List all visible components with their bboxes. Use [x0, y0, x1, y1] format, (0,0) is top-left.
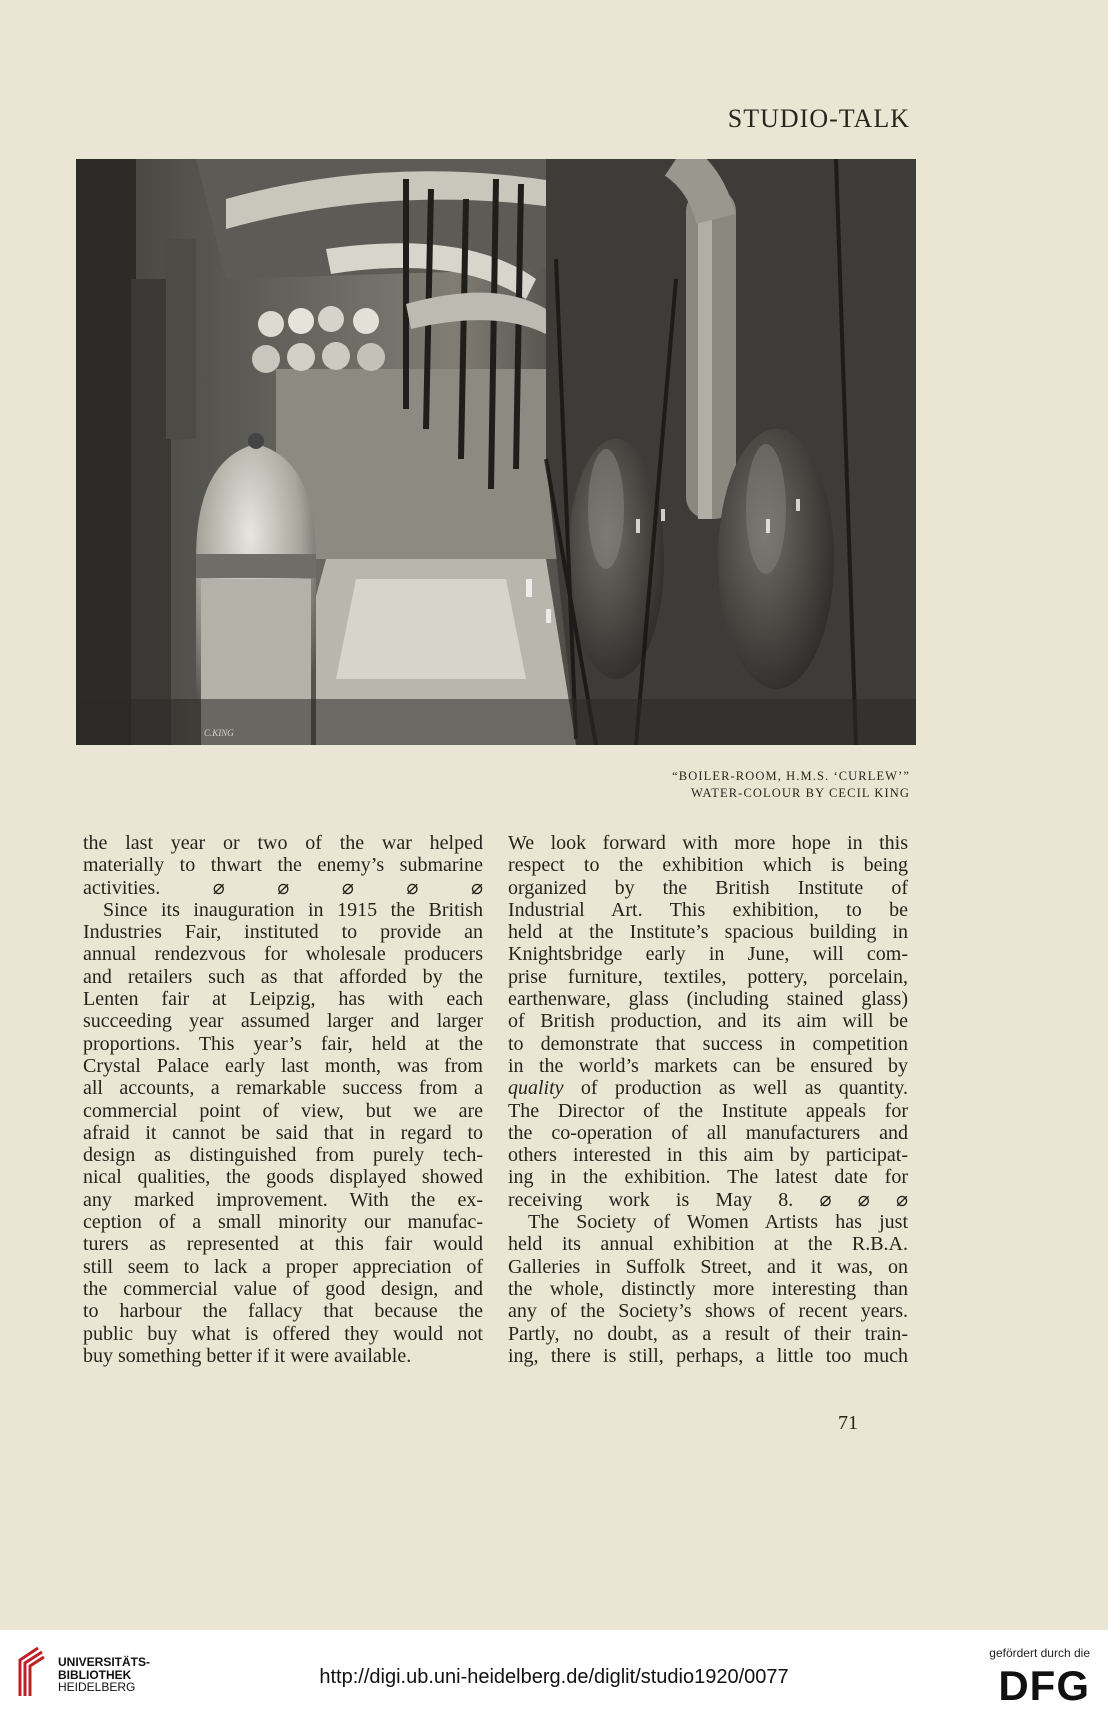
text-line: proportions. This year’s fair, held at the — [83, 1032, 483, 1055]
text-line: held at the Institute’s spacious building in — [508, 921, 908, 944]
text-line: commercial point of view, but we are — [83, 1099, 483, 1122]
text-line: Knightsbridge early in June, will com- — [508, 943, 908, 966]
text-line: to demonstrate that success in competition — [508, 1032, 908, 1055]
watercolour-reproduction — [76, 159, 916, 745]
text-line: turers as represented at this fair would — [83, 1233, 483, 1256]
text-line: earthenware, glass (including stained glass) — [508, 988, 908, 1011]
running-title: STUDIO-TALK — [727, 104, 910, 133]
text-line: activities. ⌀ ⌀ ⌀ ⌀ ⌀ — [83, 876, 483, 899]
text-line: of British production, and its aim will be — [508, 1010, 908, 1033]
text-line: Galleries in Suffolk Street, and it was, on — [508, 1255, 908, 1278]
text-line: still seem to lack a proper appreciation of — [83, 1255, 483, 1278]
left-column — [83, 832, 483, 1367]
text-line-rest: of production as well as quantity. — [580, 1077, 909, 1100]
boiler-room-illustration — [76, 159, 916, 745]
digitization-footer — [0, 1630, 1108, 1722]
text-line: the commercial value of good design, and — [83, 1277, 483, 1300]
library-line-3: HEIDELBERG — [58, 1680, 136, 1694]
text-line: buy something better if it were available. — [83, 1344, 412, 1367]
text-line: the whole, distinctly more interesting than — [508, 1277, 908, 1300]
text-line: the co-operation of all manufacturers and — [508, 1121, 908, 1144]
text-line: and retailers such as that afforded by the — [83, 965, 483, 988]
library-line-1: UNIVERSITÄTS- — [58, 1655, 151, 1669]
text-line: any marked improvement. With the ex- — [83, 1188, 483, 1211]
caption-title: “BOILER-ROOM, H.M.S. ‘CURLEW’” — [672, 769, 910, 783]
text-line: Industrial Art. This exhibition, to be — [508, 898, 908, 921]
text-line: public buy what is offered they would not — [83, 1322, 483, 1345]
permalink-url[interactable]: http://digi.ub.uni-heidelberg.de/diglit/studio1920/0077 — [319, 1666, 789, 1688]
text-line-quality — [508, 1077, 908, 1099]
text-line: all accounts, a remarkable success from a — [83, 1077, 483, 1100]
dfg-logo: DFG — [998, 1662, 1090, 1709]
text-line: afraid it cannot be said that in regard to — [83, 1121, 483, 1144]
text-line: others interested in this aim by participat- — [508, 1144, 908, 1167]
text-line: Lenten fair at Leipzig, has with each — [83, 988, 483, 1011]
text-line: Partly, no doubt, as a result of their train- — [508, 1322, 908, 1345]
text-line: prise furniture, textiles, pottery, porcelain, — [508, 965, 908, 988]
text-line: held its annual exhibition at the R.B.A. — [508, 1233, 908, 1256]
text-line: receiving work is May 8. ⌀ ⌀ ⌀ — [508, 1188, 908, 1211]
caption-credit: WATER-COLOUR BY CECIL KING — [691, 786, 910, 800]
figure-caption — [672, 768, 910, 802]
funded-by-label: gefördert durch die — [989, 1646, 1090, 1660]
text-line: The Society of Women Artists has just — [528, 1211, 908, 1234]
text-line: to harbour the fallacy that because the — [83, 1300, 483, 1323]
text-line: any of the Society’s shows of recent years. — [508, 1300, 908, 1323]
text-line: succeeding year assumed larger and larger — [83, 1010, 483, 1033]
text-line: The Director of the Institute appeals for — [508, 1099, 908, 1122]
right-column — [508, 832, 908, 1367]
library-line-2: BIBLIOTHEK — [58, 1667, 132, 1682]
text-line: Since its inauguration in 1915 the British — [103, 898, 483, 921]
text-line: respect to the exhibition which is being — [508, 854, 908, 877]
text-line: design as distinguished from purely tech- — [83, 1144, 483, 1167]
text-line: nical qualities, the goods displayed showed — [83, 1166, 483, 1189]
text-line: the last year or two of the war helped — [83, 832, 483, 854]
text-line: annual rendezvous for wholesale producers — [83, 943, 483, 966]
italic-word: quality — [508, 1077, 564, 1100]
text-line: organized by the British Institute of — [508, 876, 908, 899]
text-line: Industries Fair, instituted to provide an — [83, 921, 483, 944]
text-line: We look forward with more hope in this — [508, 832, 908, 854]
text-line: in the world’s markets can be ensured by — [508, 1054, 908, 1077]
text-line: ception of a small minority our manufac- — [83, 1211, 483, 1234]
text-line: ing in the exhibition. The latest date for — [508, 1166, 908, 1189]
text-line: Crystal Palace early last month, was from — [83, 1054, 483, 1077]
text-line: materially to thwart the enemy’s submarine — [83, 854, 483, 877]
page-number: 71 — [838, 1412, 858, 1434]
text-line: ing, there is still, perhaps, a little too much — [508, 1344, 908, 1367]
artist-signature: C.KING — [204, 728, 234, 738]
